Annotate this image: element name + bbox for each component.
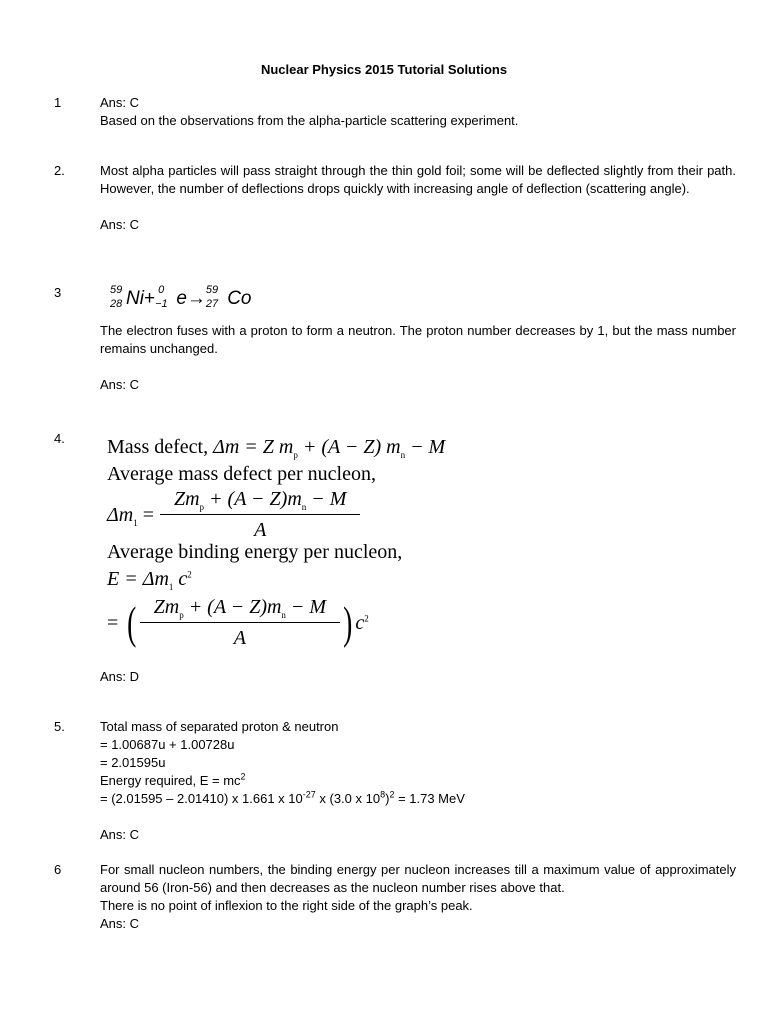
calc-line: = 1.00687u + 1.00728u	[100, 737, 235, 752]
arrow-icon: →	[186, 288, 206, 310]
explanation: The electron fuses with a proton to form a neutron. The proton number decreases by 1, but the mass number remains unchanged.	[100, 323, 736, 356]
avg-binding-energy-label: Average binding energy per nucleon,	[107, 541, 403, 563]
question-number: 5.	[54, 719, 65, 734]
calc-line: Energy required, $E = mc^2$	[100, 771, 246, 788]
explanation: There is no point of inflexion to the right side of the graph’s peak.	[100, 898, 473, 913]
avg-mass-defect-equation: $\Delta m_1$ = $\frac{Zm_p + (A - Z)m_n - M}{A}$	[107, 486, 360, 542]
electron-symbol: e	[176, 288, 187, 310]
avg-mass-defect-label: Average mass defect per nucleon,	[107, 463, 376, 485]
nuclear-equation	[110, 284, 746, 322]
answer: Ans: C	[100, 95, 140, 110]
binding-energy-expanded: = ( $\frac{Zm_p + (A - Z)m_n - M}{A}$ ) $c^2$	[107, 596, 369, 649]
explanation: Based on the observations from the alpha-particle scattering experiment.	[100, 113, 519, 128]
document-title: Nuclear Physics 2015 Tutorial Solutions	[260, 62, 508, 77]
calc-line: = 2.01595u	[100, 755, 166, 770]
question-number: 1	[54, 95, 62, 110]
binding-energy-equation: $E = \Delta m_1$ $c^2$	[107, 568, 192, 592]
ni-atomic-number: 28	[110, 298, 123, 310]
co-atomic-number: 27	[205, 298, 219, 310]
co-mass-number: 59	[205, 284, 219, 296]
e-mass-number: 0	[158, 284, 165, 296]
ni-symbol: Ni	[126, 288, 144, 310]
answer: Ans: C	[100, 217, 140, 232]
calc-line: = (2.01595 – 2.01410) x 1.661 x $10^{-27}$ x (3.0 x $10^8)^2 = 1.73$ MeV	[100, 789, 465, 806]
explanation: Most alpha particles will pass straight through the thin gold foil; some will be deflected slightly from their path. However, the number of deflections drops quickly with increasing angle of deflection (scattering angle).	[100, 163, 736, 196]
co-symbol: Co	[227, 288, 252, 310]
mass-defect-line: Mass defect, Δm = Z $m_p + (A - Z) m_n - M$	[107, 436, 446, 460]
explanation: For small nucleon numbers, the binding energy per nucleon increases till a maximum value of approximately around 56 (Iron-56) and then decreases as the nucleon number rises above that.	[100, 862, 736, 895]
answer: Ans: C	[100, 827, 140, 842]
question-number: 2.	[54, 163, 65, 178]
calc-line: Total mass of separated proton & neutron	[100, 719, 339, 734]
answer: Ans: C	[100, 377, 140, 392]
plus-sign: +	[143, 288, 156, 310]
e-charge-number: −1	[155, 298, 168, 310]
question-number: 3	[54, 285, 62, 300]
answer: Ans: C	[100, 916, 140, 931]
ni-mass-number: 59	[110, 284, 123, 296]
answer: Ans: D	[100, 669, 140, 684]
question-number: 6	[54, 862, 62, 877]
question-number: 4.	[54, 431, 65, 446]
